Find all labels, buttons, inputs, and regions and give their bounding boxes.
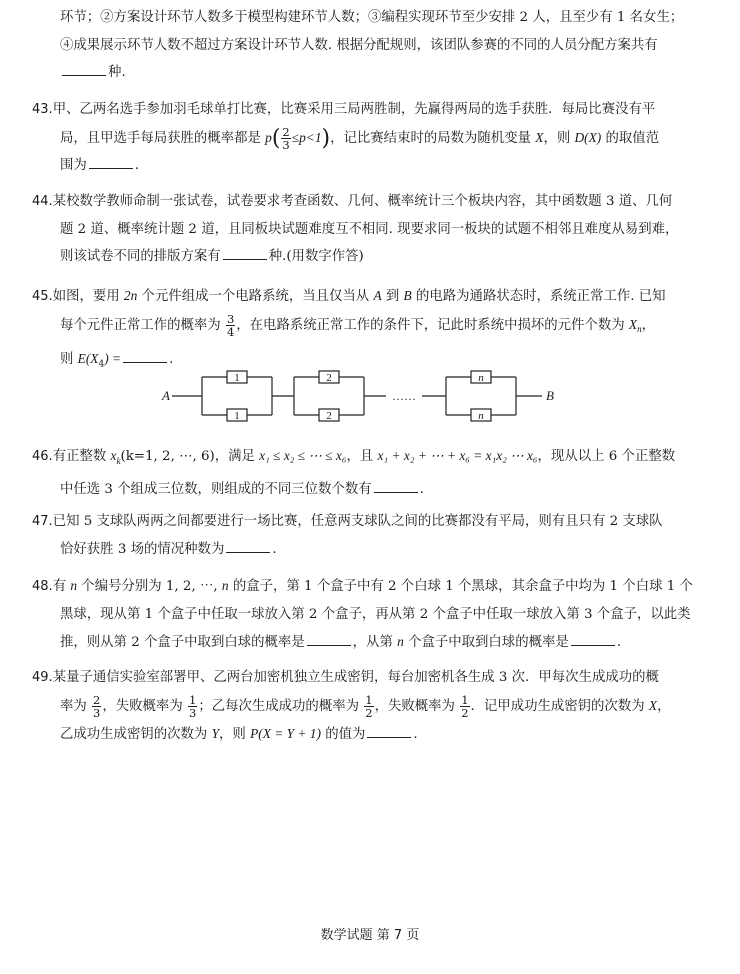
q45-X: X <box>628 316 638 332</box>
q49-line-1 <box>32 664 722 692</box>
answer-blank <box>89 154 133 169</box>
page-footer: 数学试题 第 7 页 <box>320 928 420 943</box>
continuation-line-3 <box>32 59 722 87</box>
q46-text-1b: (k=1, 2, ⋯, 6)，满足 <box>120 449 260 464</box>
q49-line-2 <box>32 692 722 721</box>
q48-text-1c: 的盒子，第 1 个盒子中有 2 个白球 1 个黑球，其余盒子中均为 1 个白球 1 个 <box>228 579 693 594</box>
q43-text-b1: 局，且甲选手每局获胜的概率都是 <box>60 130 266 146</box>
q45-B: B <box>403 288 412 303</box>
q44-line-2: 题 2 道、概率统计题 2 道，且同板块试题难度互不相同. 现要求同一板块的试题不相邻且难度从易到难， <box>60 221 679 237</box>
q43-text-b3: ，则 <box>543 130 575 146</box>
q49-text-2f: ， <box>657 698 671 714</box>
frac-den: 3 <box>188 705 197 720</box>
box-label-1: 1 <box>234 372 240 384</box>
q48-text-1b: 个编号分别为 1, 2, ⋯, <box>77 579 222 594</box>
q45-X-sub: n <box>637 324 642 335</box>
q43-DX: D(X) <box>574 129 602 145</box>
problem-48 <box>32 572 722 657</box>
node-label-b: B <box>546 388 554 403</box>
frac-den: 3 <box>282 137 290 152</box>
continuation-line-1: 环节；②方案设计环节人数多于模型构建环节人数；③编程实现环节至少安排 2 人，且至少有 1 名女生； <box>60 10 684 25</box>
q46-text-1c: ，且 <box>346 449 378 464</box>
q45-text-2c: ， <box>641 317 655 333</box>
q47-line-1 <box>32 508 722 536</box>
problem-number: 45. <box>32 289 53 304</box>
answer-blank <box>62 61 106 76</box>
frac-num: 1 <box>365 692 373 707</box>
q49-line-3 <box>32 720 722 749</box>
q48-line-2: 黑球，现从第 1 个盒子中任取一球放入第 2 个盒子，再从第 2 个盒子中任取一球放入第 3 个盒子，以此类 <box>60 606 691 622</box>
q46-text-1d: ，现从以上 6 个正整数 <box>537 449 676 464</box>
q46-line-1 <box>32 442 722 476</box>
q46-inequality: x₁ ≤ x₂ ≤ ⋯ ≤ x₆ <box>259 448 347 463</box>
q45-end: . <box>169 351 174 367</box>
q48-text-1a: 有 <box>52 579 71 594</box>
q49-text-3b: ，则 <box>219 727 251 742</box>
q49-text-2c: ；乙每次生成成功的概率为 <box>198 698 364 714</box>
q44-line-3 <box>32 243 722 271</box>
q48-text-3a: 推，则从第 2 个盒子中取到白球的概率是 <box>60 635 305 650</box>
problem-43 <box>32 96 722 180</box>
node-label-a: A <box>162 388 170 403</box>
q45-EX4-close: ) = <box>104 350 122 366</box>
q46-end: . <box>419 482 424 498</box>
q44-line-1 <box>32 188 722 216</box>
q48-text-3b: ，从第 <box>352 635 398 650</box>
q44-text-3: 则该试卷不同的排版方案有 <box>60 249 221 264</box>
frac-num: 3 <box>226 311 235 326</box>
q48-end: . <box>616 635 622 650</box>
frac-num: 1 <box>461 692 469 707</box>
q49-text-3c: 的值为 <box>320 727 366 742</box>
fraction-2-3 <box>281 126 290 151</box>
problem-46 <box>32 442 722 504</box>
answer-blank <box>367 723 411 738</box>
q45-line-2 <box>32 311 722 345</box>
q49-text-2d: ，失败概率为 <box>374 698 460 714</box>
frac-den: 3 <box>93 705 101 720</box>
q43-condition: ≤p<1 <box>291 129 322 145</box>
box-label-1: 1 <box>234 410 240 422</box>
q47-end: . <box>272 541 277 557</box>
q45-text-2a: 每个元件正常工作的概率为 <box>60 317 225 333</box>
q45-text-1a: 如图，要用 <box>52 289 124 304</box>
box-label-n: n <box>478 410 484 422</box>
q49-end: . <box>413 727 418 742</box>
q47-line-2 <box>32 536 722 564</box>
q43-end: . <box>134 158 140 173</box>
q49-Y: Y <box>211 726 220 741</box>
q43-line-2 <box>32 124 722 153</box>
q48-line-3 <box>32 628 722 657</box>
q49-text-2a: 率为 <box>60 698 92 714</box>
q47-text-2: 恰好获胜 3 场的情况种数为 <box>60 541 225 557</box>
q43-line-1 <box>32 96 722 124</box>
q45-text-1d: 的电路为通路状态时，系统正常工作. 已知 <box>411 289 666 304</box>
q49-X: X <box>648 697 658 713</box>
problem-number: 49. <box>32 670 53 685</box>
q46-x-sub: k <box>116 455 121 466</box>
q43-text-a: 甲、乙两名选手参加羽毛球单打比赛，比赛采用三局两胜制，先赢得两局的选手获胜．每局比赛没有平 <box>52 102 656 117</box>
q49-probability: P(X = Y + 1) <box>250 726 321 741</box>
q45-2n: 2n <box>123 288 138 303</box>
q49-text-2b: ，失败概率为 <box>102 698 187 714</box>
box-label-2: 2 <box>326 410 332 422</box>
q46-text-1a: 有正整数 <box>52 449 111 464</box>
previous-problem-continuation <box>32 4 722 87</box>
problem-49 <box>32 664 722 749</box>
problem-number: 46. <box>32 449 53 464</box>
q49-text-2e: ．记甲成功生成密钥的次数为 <box>470 698 649 714</box>
fraction <box>188 694 197 719</box>
ellipsis: …… <box>392 389 416 403</box>
problem-number: 43. <box>32 102 53 117</box>
q44-tail: 种.(用数字作答) <box>268 249 364 264</box>
box-label-n: n <box>478 372 484 384</box>
q45-EX4-sub: 4 <box>98 359 105 370</box>
answer-blank <box>123 348 167 363</box>
q49-text-1: 某量子通信实验室部署甲、乙两台加密机独立生成密钥，每台加密机各生成 3 次．甲每次生成成功的概 <box>52 670 659 685</box>
q45-text-1b: 个元件组成一个电路系统，当且仅当从 <box>137 289 374 304</box>
q46-equation: x₁ + x₂ + ⋯ + x₆ = x₁x₂ ⋯ x₆ <box>377 448 538 463</box>
q48-text-3c: 个盒子中取到白球的概率是 <box>403 635 569 650</box>
fraction <box>460 694 469 719</box>
q48-n: n <box>397 634 404 649</box>
problem-number: 48. <box>32 579 53 594</box>
q44-text-1: 某校数学教师命制一张试卷，试卷要求考查函数、几何、概率统计三个板块内容，其中函数题 3 道、几何 <box>52 194 673 209</box>
q46-text-2: 中任选 3 个组成三位数，则组成的不同三位数个数有 <box>60 482 372 498</box>
frac-den: 2 <box>461 705 469 720</box>
fraction-3-4 <box>226 313 235 338</box>
q48-n: n <box>221 578 229 593</box>
continuation-line-2: ④成果展示环节人数不超过方案设计环节人数. 根据分配规则，该团队参赛的不同的人员分配方案共有 <box>60 37 658 53</box>
answer-blank <box>223 245 267 260</box>
frac-num: 2 <box>282 124 290 139</box>
q47-text-1: 已知 5 支球队两两之间都要进行一场比赛，任意两支球队之间的比赛都没有平局，则有且只有 2 支球队 <box>52 514 663 529</box>
answer-blank <box>571 631 615 646</box>
q43-line-3 <box>32 152 722 180</box>
continuation-tail: 种. <box>108 65 126 80</box>
q45-line-1 <box>32 282 722 311</box>
problem-number: 44. <box>32 194 53 209</box>
problem-number: 47. <box>32 514 53 529</box>
right-paren: ) <box>321 125 331 151</box>
q46-x: x <box>110 448 117 463</box>
q46-line-2 <box>32 476 722 504</box>
q43-text-b2: ，记比赛结束时的局数为随机变量 <box>330 130 536 146</box>
problem-47 <box>32 508 722 563</box>
q45-text-1c: 到 <box>381 289 404 304</box>
q48-n: n <box>70 578 78 593</box>
frac-den: 4 <box>226 324 235 339</box>
answer-blank <box>226 538 270 553</box>
answer-blank <box>374 478 418 493</box>
fraction <box>92 694 101 719</box>
q43-text-c: 围为 <box>60 158 87 173</box>
q49-text-3a: 乙成功生成密钥的次数为 <box>60 727 212 742</box>
q45-A: A <box>373 288 382 303</box>
q48-line-1 <box>32 572 722 601</box>
circuit-diagram <box>160 362 580 432</box>
q43-text-b4: 的取值范 <box>601 130 660 146</box>
frac-num: 2 <box>93 692 101 707</box>
box-label-2: 2 <box>326 372 332 384</box>
q43-X: X <box>535 129 544 145</box>
q45-text-2b: ，在电路系统正常工作的条件下，记此时系统中损坏的元件个数为 <box>236 317 629 333</box>
q43-p: p <box>265 129 272 145</box>
q45-EX4: E(X <box>77 350 99 366</box>
q45-text-3a: 则 <box>60 351 78 367</box>
frac-num: 1 <box>188 692 197 707</box>
left-paren: ( <box>271 125 281 151</box>
problem-44 <box>32 188 722 271</box>
frac-den: 2 <box>365 705 373 720</box>
fraction <box>364 694 373 719</box>
answer-blank <box>307 631 351 646</box>
